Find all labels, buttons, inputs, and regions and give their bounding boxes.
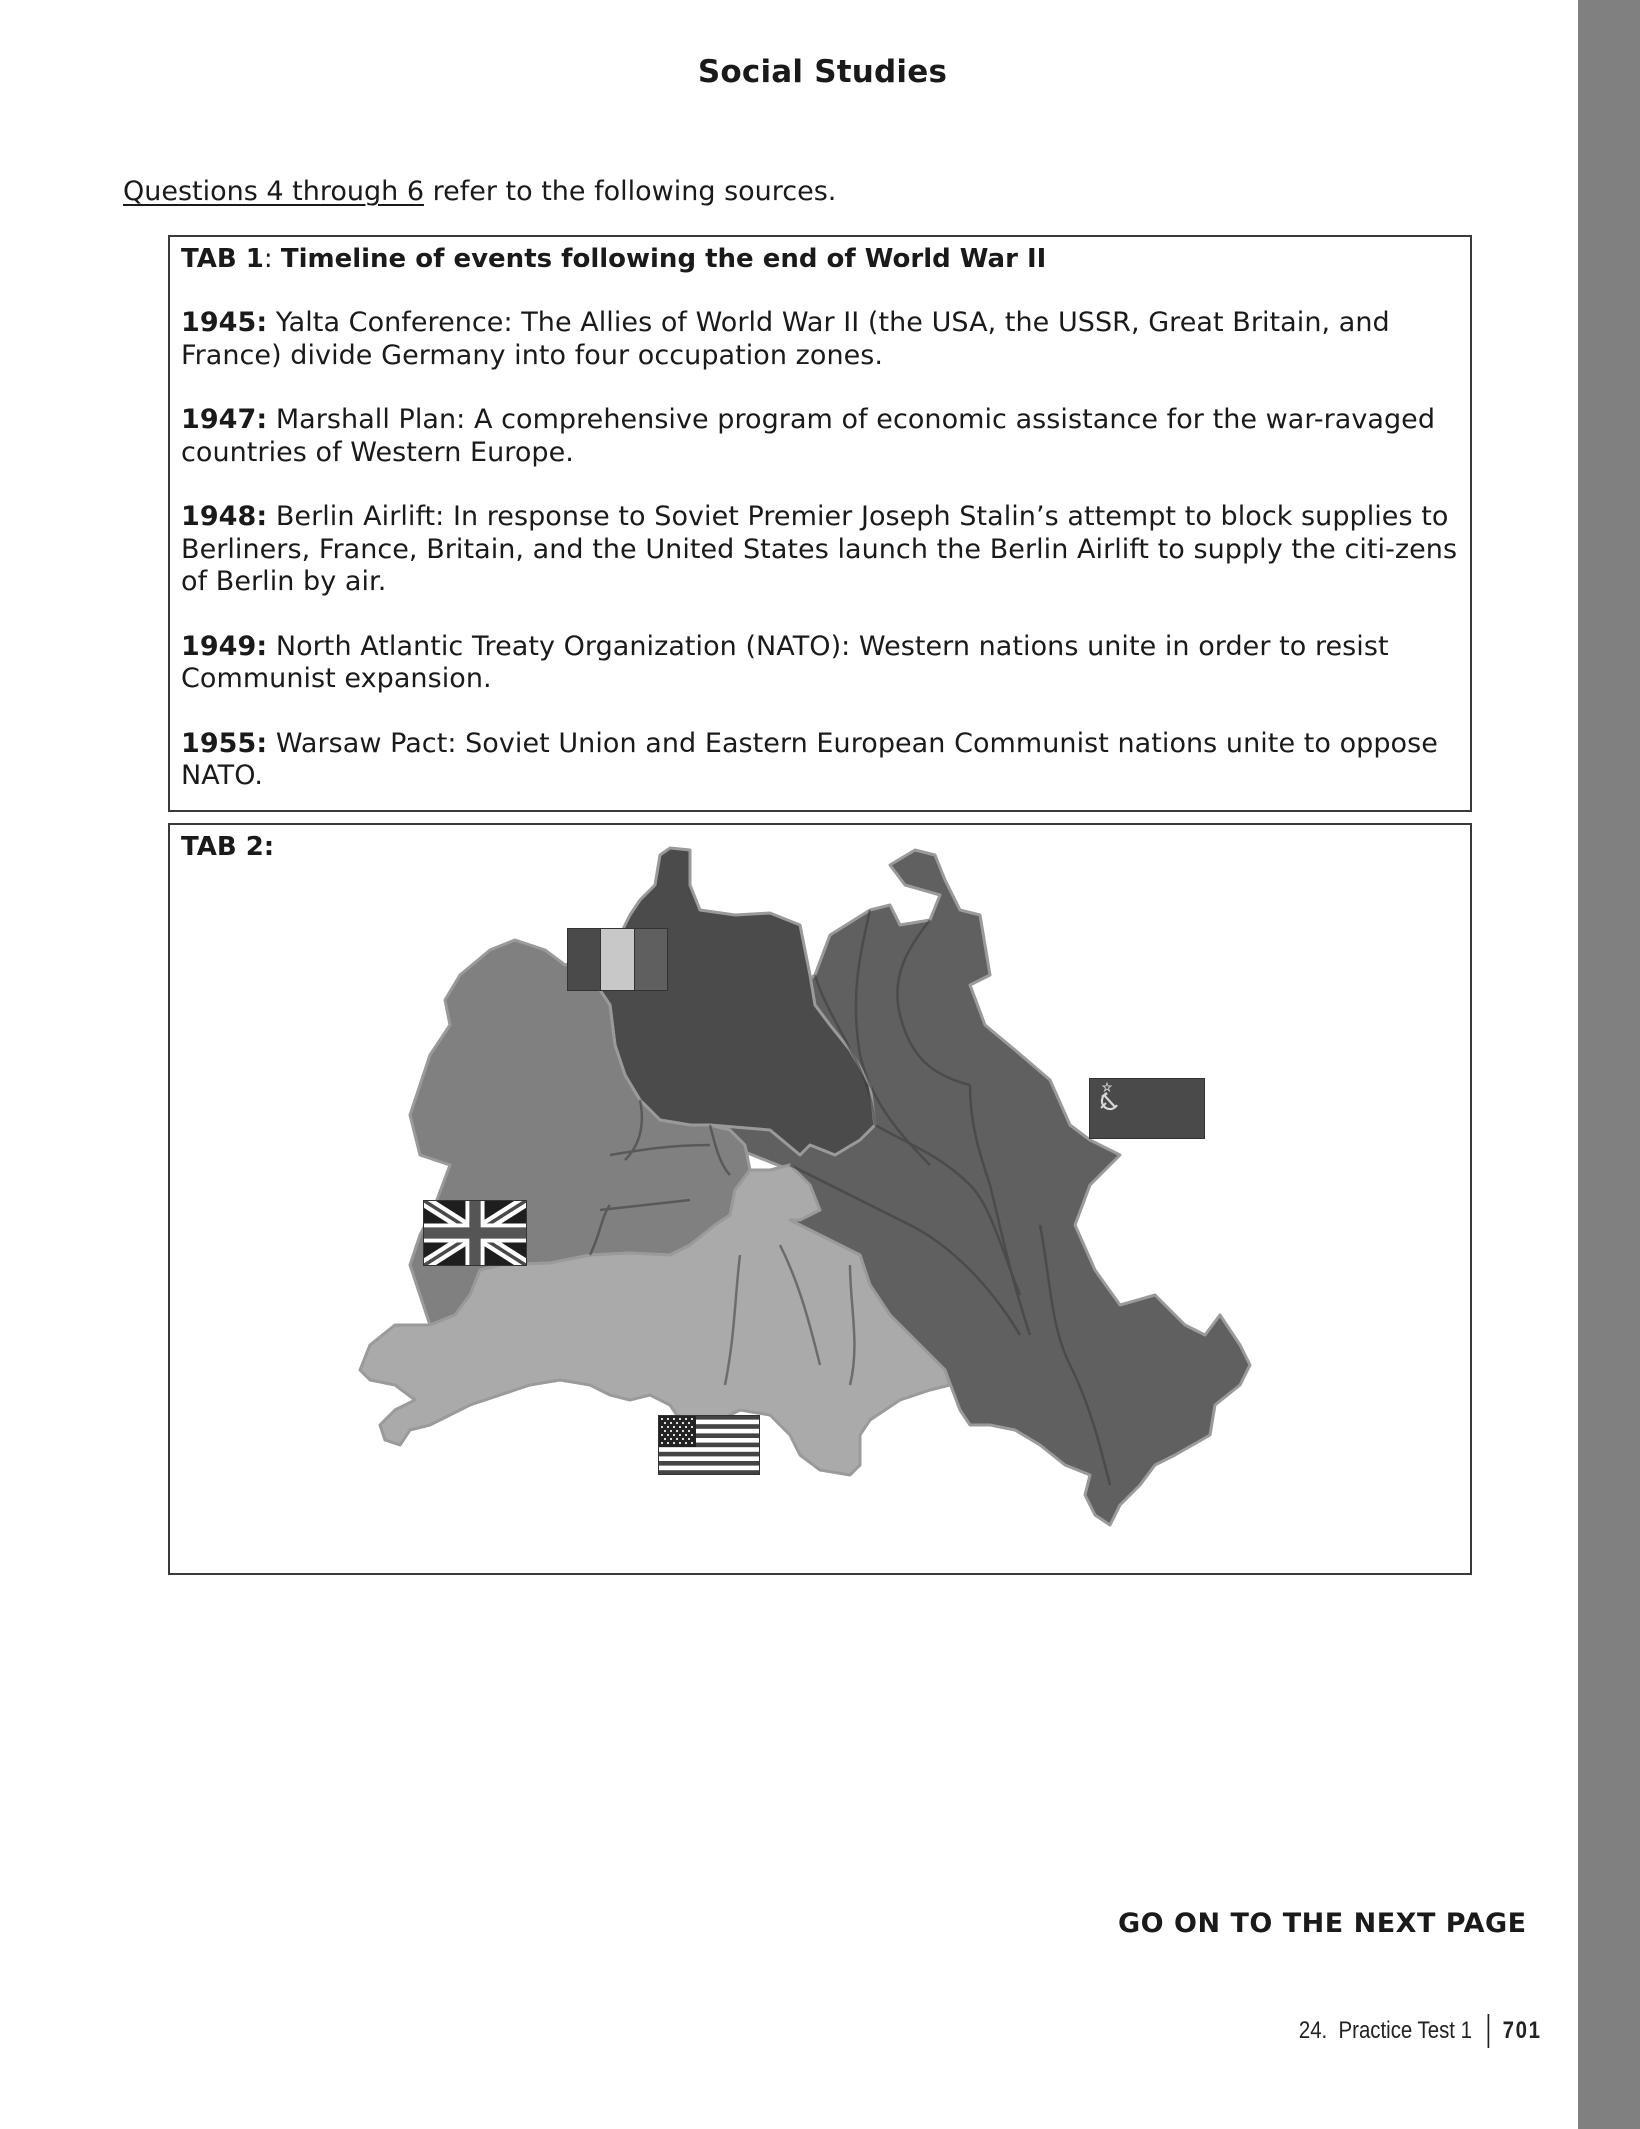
tab1-label: TAB 1 bbox=[181, 244, 264, 274]
entry-year: 1947: bbox=[181, 404, 268, 435]
tab1-timeline-box bbox=[168, 235, 1472, 812]
footer-divider bbox=[1488, 2014, 1490, 2048]
tab1-heading bbox=[181, 243, 1458, 275]
tab2-map-box bbox=[168, 823, 1472, 1575]
timeline-entry-1949 bbox=[181, 631, 1458, 696]
entry-text: Yalta Conference: The Allies of World War II (the USA, the USSR, Great Britain, and France) divide Germany into four occupation zones. bbox=[181, 307, 1390, 371]
tab1-title: Timeline of events following the end of World War II bbox=[280, 244, 1047, 274]
france-flag-icon bbox=[567, 928, 668, 991]
entry-text: Marshall Plan: A comprehensive program of economic assistance for the war-ravaged countries of Western Europe. bbox=[181, 404, 1436, 468]
tab2-label: TAB 2: bbox=[181, 832, 275, 862]
us-flag-icon bbox=[658, 1415, 760, 1475]
hammer-sickle-icon bbox=[1095, 1081, 1125, 1113]
intro-text bbox=[123, 176, 836, 208]
tab1-separator: : bbox=[263, 244, 281, 274]
entry-year: 1949: bbox=[181, 630, 268, 662]
entry-year: 1955: bbox=[181, 727, 268, 759]
ussr-flag-icon bbox=[1089, 1078, 1205, 1139]
chapter-label: 24. Practice Test 1 bbox=[1299, 2017, 1473, 2044]
page-footer bbox=[1299, 2014, 1542, 2048]
timeline-entry-1948 bbox=[181, 501, 1458, 599]
timeline-entry-1947 bbox=[181, 404, 1458, 469]
berlin-sectors-map bbox=[170, 825, 1474, 1577]
timeline-entry-1945 bbox=[181, 307, 1458, 372]
berlin-map-graphic bbox=[170, 825, 1474, 1577]
entry-text: Berlin Airlift: In response to Soviet Premier Joseph Stalin’s attempt to block supplies to Berliners, France, Britain, and the United States launch the Berlin Airlift to supply the citi-zens of Berlin by air. bbox=[181, 501, 1458, 597]
page-number: 701 bbox=[1502, 2017, 1542, 2044]
intro-rest: refer to the following sources. bbox=[424, 176, 837, 207]
entry-year: 1948: bbox=[181, 501, 268, 532]
entry-year: 1945: bbox=[181, 307, 268, 338]
question-range: Questions 4 through 6 bbox=[123, 176, 425, 207]
timeline-entry-1955 bbox=[181, 728, 1458, 793]
go-on-next-page: GO ON TO THE NEXT PAGE bbox=[1118, 1908, 1527, 1939]
entry-text: Warsaw Pact: Soviet Union and Eastern European Communist nations unite to oppose NATO. bbox=[181, 727, 1438, 791]
uk-flag-icon bbox=[423, 1200, 527, 1266]
page-title: Social Studies bbox=[697, 54, 948, 90]
entry-text: North Atlantic Treaty Organization (NATO): Western nations unite in order to resist Communist expansion. bbox=[181, 630, 1389, 694]
page-edge-tab bbox=[1578, 0, 1640, 2129]
